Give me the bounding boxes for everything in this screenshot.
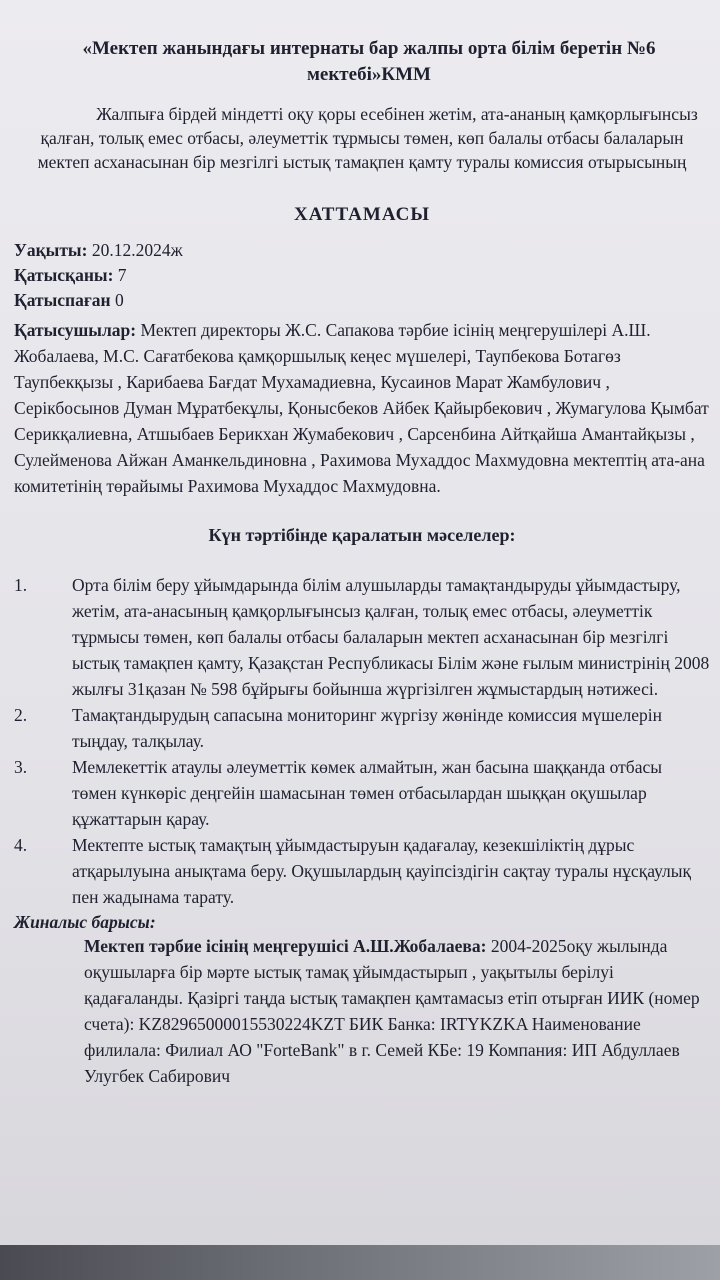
agenda-item [14,702,710,754]
agenda-item-text: Орта білім беру ұйымдарында білім алушыларды тамақтандыруды ұйымдастыру, жетім, ата-анасының қамқорлығынсыз қалған, толық емес отбасы, әлеуметтік тұрмысы төмен, көп балалы отбасы балаларын мектеп асханасынан бір мезгілгі ыстық тамақпен қамту, Қазақстан Республикасы Білім және ғылым министрінің 2008 жылғы 31қазан № 598 бұйрығы бойынша жүргізілген жұмыстардың нәтижесі. [72,575,710,699]
date-value: 20.12.2024ж [91,240,183,260]
speaker-name: Мектеп тәрбие ісінің меңгерушісі А.Ш.Жобалаева: [84,936,487,956]
absent-field [14,288,710,313]
agenda-item [14,754,710,832]
document-title: ХАТТАМАСЫ [294,204,430,225]
date-field [14,238,710,263]
participants-text: Мектеп директоры Ж.С. Сапакова тәрбие ісінің меңгерушілері А.Ш. Жобалаева, М.С. Сағатбекова қамқоршылық кеңес мүшелері, Таупбекова Ботагөз Таупбекқызы , Карибаева Бағдат Мухамадиевна, Кусаинов Марат Жамбулович , Серікбосынов Думан Мұратбекұлы, Қонысбеков Айбек Қайырбекович , Жумагулова Қымбат Серикқалиевна, Атшыбаев Берикхан Жумабекович , Сарсенбина Айтқайша Амантайқызы , Сулейменова Айжан Аманкельдиновна , Рахимова Мухаддос Махмудовна мектептің ата-ана комитетінің төрайымы Рахимова Мухаддос Махмудовна. [14,320,709,496]
participants-label: Қатысушылар: [14,320,137,340]
present-label: Қатысқаны: [14,265,114,285]
desk-background [0,1245,720,1280]
absent-label: Қатыспаған [14,290,111,310]
agenda-item-number: 3. [14,757,28,777]
agenda-item [14,572,710,702]
agenda-item-text: Мемлекеттік атаулы әлеуметтік көмек алмайтын, жан басына шаққанда отбасы төмен күнкөріс деңгейін шамасынан төмен отбасылардан шыққан оқушылар құжаттарын қарау. [72,757,662,829]
agenda-item-number: 1. [14,575,28,595]
date-label: Уақыты: [14,240,88,260]
agenda-item-text: Мектепте ыстық тамақтың ұйымдастыруын қадағалау, кезекшіліктің дұрыс атқарылуына анықтама беру. Оқушылардың қауіпсіздігін сақтау туралы нұсқаулық пен жадынама тарату. [72,835,692,907]
document-subtitle: Жалпыға бірдей міндетті оқу қоры есебінен жетім, ата-ананың қамқорлығынсыз қалған, толық емес отбасы, әлеуметтік тұрмысы төмен, көп балалы отбасы балаларын мектеп асханасынан бір мезгілгі ыстық тамақпен қамту туралы комиссия отырысының [37,104,698,172]
agenda-item-number: 4. [14,835,28,855]
present-value: 7 [117,265,127,285]
agenda-item-number: 2. [14,705,28,725]
agenda-item [14,832,710,910]
proceedings-body [84,933,706,1089]
proceedings-text: 2004-2025оқу жылында оқушыларға бір мәрте ыстық тамақ ұйымдастырып , уақытылы берілуі қадағаланды. Қазіргі таңда ыстық тамақпен қамтамасыз етіп отырған ИИК (номер счета): KZ82965000015530224KZT БИК Банка: IRTYKZKA Наименование филилала: Филиал АО "ForteBank" в г. Семей КБе: 19 Компания: ИП Абдуллаев Улугбек Сабирович [84,936,700,1086]
present-field [14,263,710,288]
agenda-title: Күн тәртібінде қаралатын мәселелер: [208,525,516,545]
absent-value: 0 [115,290,124,310]
proceedings-label: Жиналыс барысы: [14,912,156,932]
agenda-item-text: Тамақтандырудың сапасына мониторинг жүргізу жөнінде комиссия мүшелерін тыңдау, талқылау. [72,705,663,751]
participants-block [14,317,710,499]
organization-name: «Мектеп жанындағы интернаты бар жалпы орта білім беретін №6 мектебі»КММ [82,38,656,85]
